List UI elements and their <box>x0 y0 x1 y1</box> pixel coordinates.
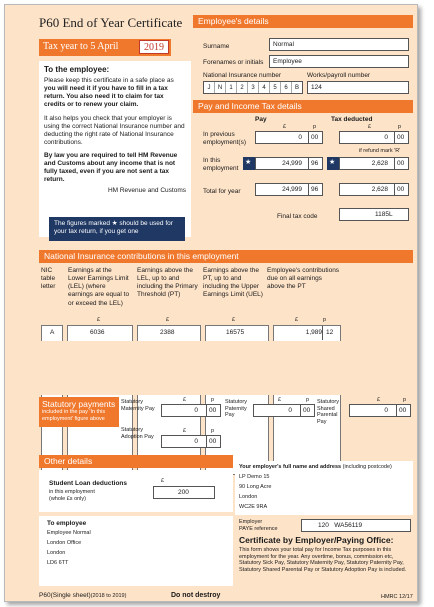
pay-column-heading: Pay <box>255 116 267 123</box>
this-pay-marker <box>243 157 255 170</box>
tax-year-label: Tax year to 5 April <box>43 41 119 52</box>
ni-number-field <box>203 81 303 94</box>
paye-ref-field: 120 WA56119 <box>301 519 411 532</box>
ni-char: 4 <box>259 82 270 93</box>
student-loan-sub2: (whole £s only) <box>49 496 86 502</box>
shpp-label: Statutory Shared Parental Pay <box>317 399 340 425</box>
spp-field: 0 00 <box>253 404 315 417</box>
this-tax-field: 2,628 00 <box>339 157 409 170</box>
sap-pound-sign: £ <box>183 428 187 434</box>
surname-field: Normal <box>269 38 409 51</box>
smp-pound-sign: £ <box>183 397 187 403</box>
ni-char: 3 <box>248 82 259 93</box>
prev-pay-field: 0 00 <box>255 131 323 144</box>
forenames-label: Forenames or initials <box>203 59 264 66</box>
ni-char: 5 <box>270 82 281 93</box>
ni-pt-header: Earnings above the LEL, up to and including the Primary Threshold (PT) <box>137 267 198 299</box>
total-tax-field: 2,628 00 <box>339 183 409 196</box>
surname-label: Surname <box>203 43 230 50</box>
shpp-field: 0 00 <box>349 404 411 417</box>
smp-field: 0 00 <box>161 404 221 417</box>
tax-pound-sign: £ <box>368 124 372 130</box>
ni-contrib-heading: National Insurance contributions in this employment <box>39 250 413 263</box>
ni-uel-header: Earnings above the PT, up to and including the Upper Earnings Limit (UEL) <box>203 267 263 299</box>
to-employee-line: London <box>47 550 66 556</box>
to-employee-line: London Office <box>47 540 82 546</box>
ni-pound-sign: £ <box>232 317 236 323</box>
tax-column-heading: Tax deducted <box>331 116 373 123</box>
prev-tax-field: 0 00 <box>339 131 409 144</box>
notice-heading: To the employee: <box>44 65 110 74</box>
footer-hmrc-ref: HMRC 12/17 <box>381 594 413 600</box>
student-loan-field: 200 <box>153 486 215 499</box>
ni-char: 6 <box>281 82 292 93</box>
other-details-heading: Other details <box>39 455 233 468</box>
figures-note: The figures marked ★ should be used for your tax return, if you get one <box>49 217 185 241</box>
spp-pound-sign: £ <box>278 397 282 403</box>
sap-pence-sign: p <box>211 428 215 434</box>
ni-letter-header: NIC table letter <box>41 267 56 291</box>
ni-uel-cell: 16575 <box>205 325 269 475</box>
paye-label-1: Employer <box>239 519 263 525</box>
ni-pt-cell: 2388 <box>137 325 201 475</box>
forenames-field: Employee <box>269 55 409 68</box>
ni-char: N <box>215 82 226 93</box>
tax-pence-sign: p <box>398 124 402 130</box>
ni-char: 2 <box>237 82 248 93</box>
notice-paragraph-3: By law you are required to tell HM Revenue and Customs about any income that is not fully taxed, even if you are not sent a tax return. <box>44 152 178 184</box>
p60-certificate <box>4 4 418 602</box>
to-employee-panel <box>39 516 233 586</box>
spp-pence-sign: p <box>306 397 310 403</box>
ni-contrib-header: Employee's contributions due on all earnings above the PT <box>267 267 340 291</box>
ni-contrib-cell: 1,989 12 <box>273 325 341 475</box>
employee-notice <box>39 61 191 237</box>
student-loan-sub1: in this employment <box>49 489 95 495</box>
this-pay-field: 24,999 96 <box>255 157 323 170</box>
to-employee-label: To employee <box>47 520 87 527</box>
pay-tax-heading: Pay and Income Tax details <box>193 100 413 113</box>
employee-details-heading: Employee's details <box>193 15 413 28</box>
ni-row-divider <box>41 341 341 395</box>
paye-label-2: PAYE reference <box>239 526 278 532</box>
certificate-title: P60 End of Year Certificate <box>39 15 183 30</box>
ni-number-label: National Insurance number <box>203 72 282 79</box>
ni-char: B <box>294 85 299 91</box>
total-pay-field: 24,999 96 <box>255 183 323 196</box>
employer-line: LP Demo 15 <box>239 474 270 480</box>
notice-paragraph-1: Please keep this certificate in a safe place as you will need it if you have to fill in a tax return. You also need it to claim for tax credits or to renew your claim. <box>44 77 174 109</box>
smp-pence-sign: p <box>211 397 215 403</box>
sap-label: Statutory Adoption Pay <box>121 427 154 440</box>
certificate-text: This form shows your total pay for Income Tax purposes in this employment for the year. Any overtime, bonus, commission etc, Statutory Sick Pay, Statutory Maternity Pay, Statutory Paternity Pay, Statutory Shared Parental Pay or Statutory Adoption Pay is included. <box>239 547 407 573</box>
shpp-pence-sign: p <box>403 397 407 403</box>
star-icon: ★ <box>245 159 252 166</box>
certificate-heading: Certificate by Employer/Paying Office: <box>239 535 394 545</box>
works-number-field: 124 <box>307 81 409 94</box>
notice-paragraph-2: It also helps you check that your employer is using the correct National Insurance number and deducting the right rate of National Insurance contributions. <box>44 114 185 146</box>
other-details-panel <box>39 470 233 512</box>
ni-pound-sign: £ <box>295 317 299 323</box>
to-employee-line: Employee Normal <box>47 530 91 536</box>
notice-signoff: HM Revenue and Customs <box>107 186 186 194</box>
tax-year-value: 2019 <box>139 40 169 54</box>
ni-lel-cell: 6036 <box>67 325 133 475</box>
works-number-label: Works/payroll number <box>307 72 371 79</box>
final-tax-code-label: Final tax code <box>277 213 318 220</box>
employer-label: Your employer's full name and address (including postcode) <box>239 464 392 470</box>
ni-pence-sign: p <box>323 317 327 323</box>
ni-lel-header: Earnings at the Lower Earnings Limit (LEL) (where earnings are equal to or exceed the LEL) <box>68 267 130 307</box>
total-label: Total for year <box>203 188 241 195</box>
statutory-heading: Statutory payments included in the pay 'In this employment' figure above <box>39 397 119 427</box>
final-tax-code-field: 1185L <box>339 208 409 221</box>
ni-pound-sign: £ <box>166 317 170 323</box>
star-icon: ★ <box>329 159 336 166</box>
prev-employment-label: In previous employment(s) <box>203 131 246 147</box>
ni-letter-cell: A <box>41 325 63 475</box>
refund-note: if refund mark 'R' <box>359 148 401 154</box>
employer-line: London <box>239 494 258 500</box>
employer-panel <box>235 461 413 515</box>
footer-form-id: P60(Single sheet)(2018 to 2019) <box>39 592 127 599</box>
pay-pence-sign: p <box>313 124 317 130</box>
this-tax-marker <box>327 157 339 170</box>
spp-label: Statutory Paternity Pay <box>225 399 248 419</box>
ni-char: 1 <box>226 82 237 93</box>
student-pound-sign: £ <box>161 478 165 484</box>
ni-char: J <box>204 82 215 93</box>
employer-line: WC2E 9RA <box>239 504 268 510</box>
pay-pound-sign: £ <box>283 124 287 130</box>
smp-label: Statutory Maternity Pay <box>121 399 155 412</box>
to-employee-line: LD6 6TT <box>47 560 69 566</box>
employer-line: 90 Long Acre <box>239 484 272 490</box>
ni-pound-sign: £ <box>97 317 101 323</box>
student-loan-label: Student Loan deductions <box>49 480 127 487</box>
sap-field: 0 00 <box>161 435 221 448</box>
this-employment-label: In this employment <box>203 157 239 173</box>
shpp-pound-sign: £ <box>377 397 381 403</box>
tax-year-bar <box>39 39 171 56</box>
footer-do-not-destroy: Do not destroy <box>171 592 221 599</box>
